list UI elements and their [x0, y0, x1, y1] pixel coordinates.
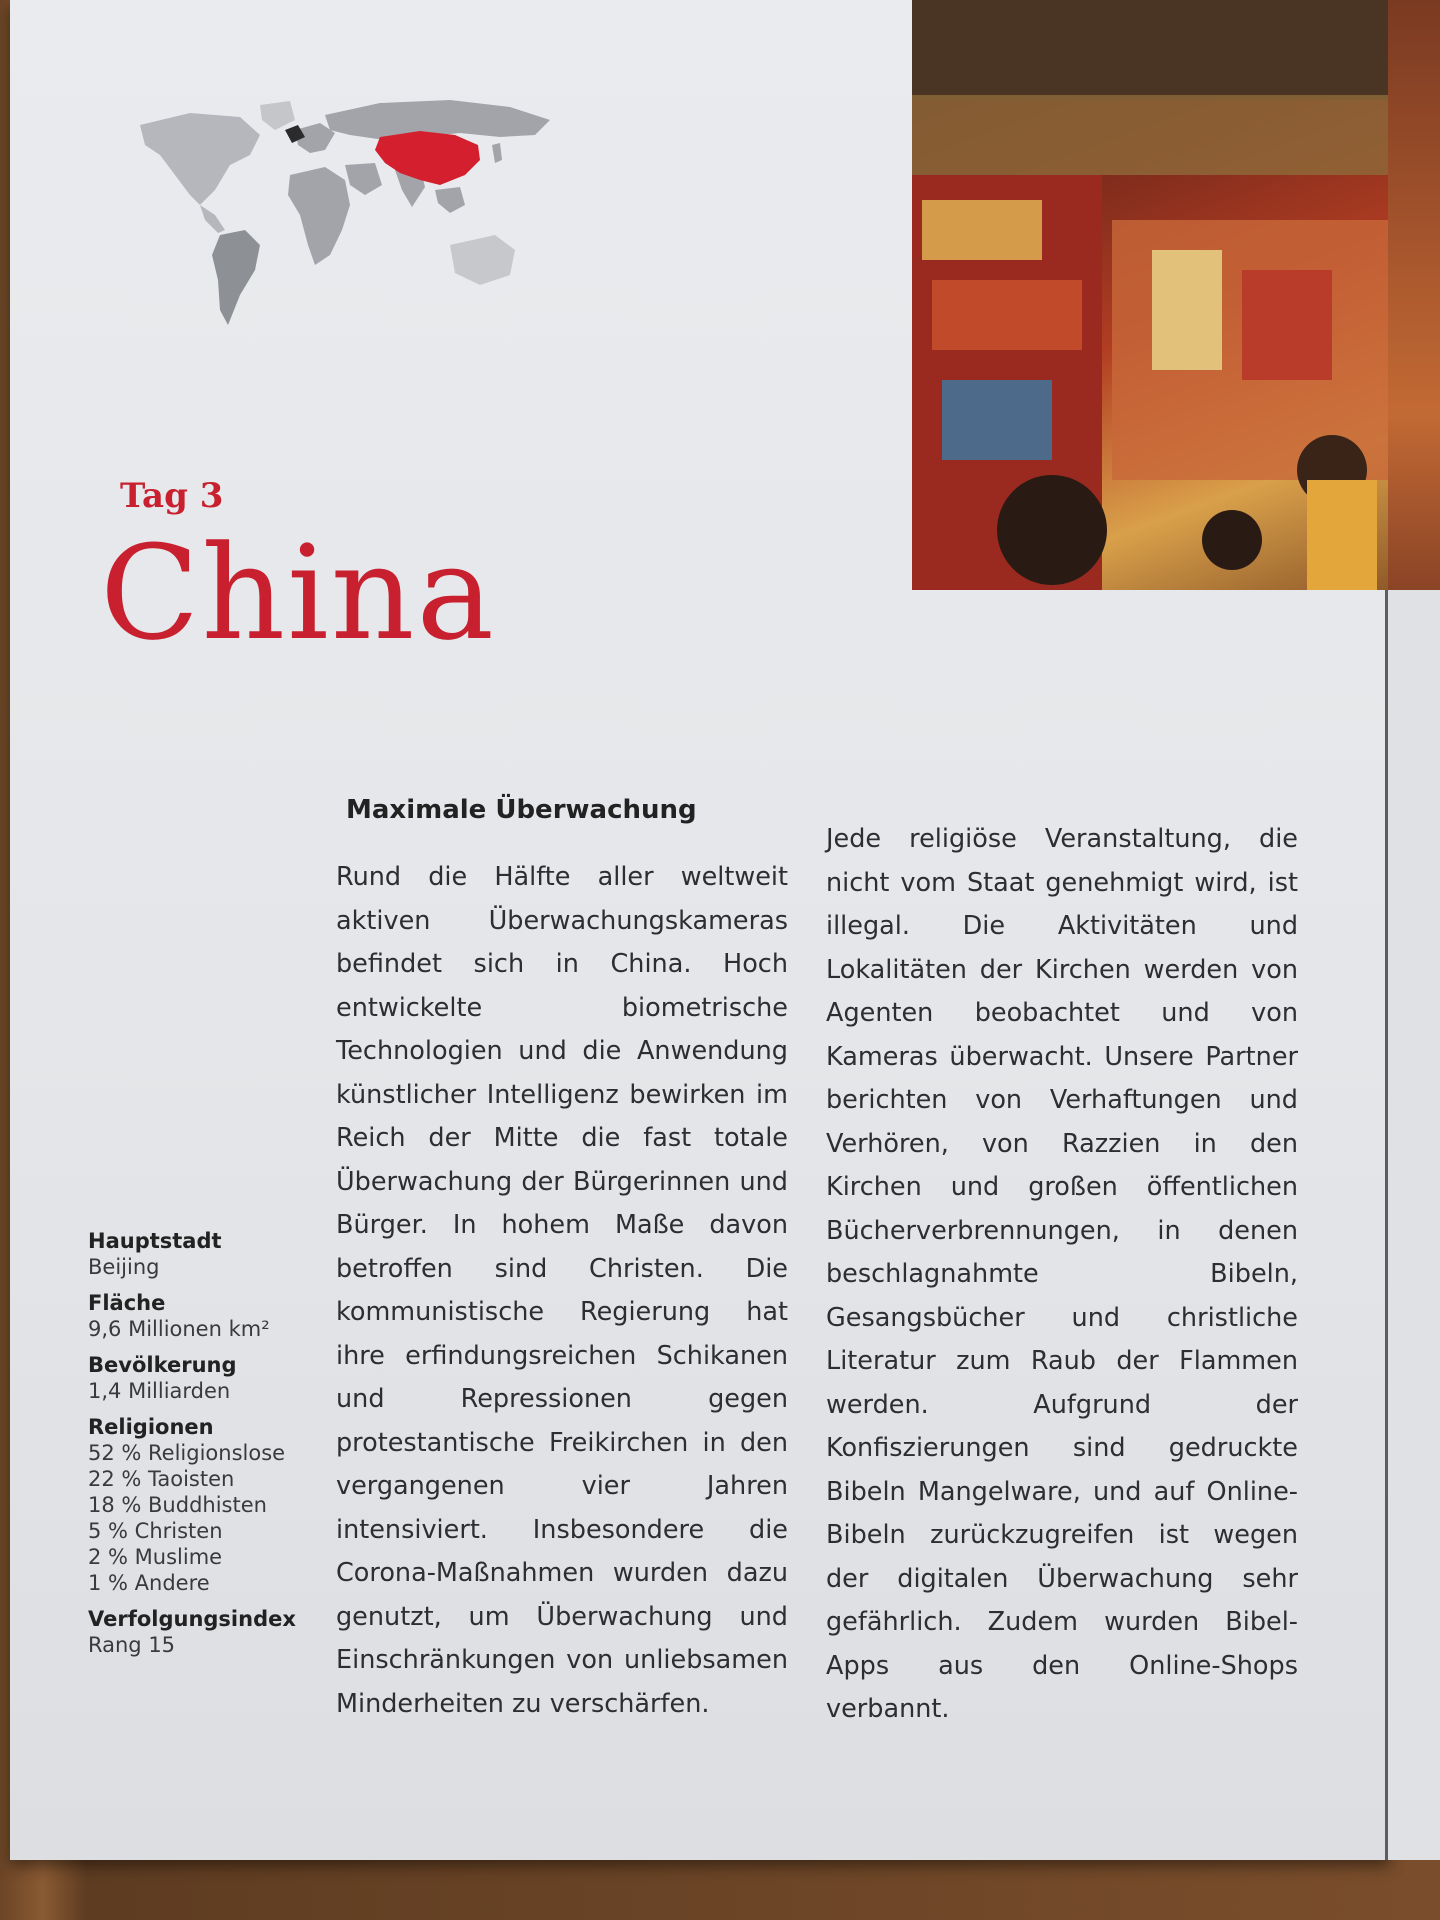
fact-persecution-index	[88, 1606, 308, 1658]
fact-label: Religionen	[88, 1415, 214, 1439]
list-item: 1 % Andere	[88, 1571, 210, 1595]
fact-religions	[88, 1414, 308, 1596]
list-item: 18 % Buddhisten	[88, 1493, 267, 1517]
country-facts	[88, 1228, 308, 1668]
fact-label: Fläche	[88, 1291, 166, 1315]
religion-list	[88, 1440, 308, 1596]
world-map	[120, 95, 580, 345]
page-title: China	[100, 517, 497, 669]
article-column-1: Rund die Hälfte aller weltweit aktiven Überwachungskameras befindet sich in China. Hoch entwickelte biometrische Technologien und die Anwendung künstlicher Intelligenz bewirken im Reich der Mitte die fast totale Überwachung der Bürgerinnen und Bürger. In hohem Maße davon betroffen sind Christen. Die kommunistische Regierung hat ihre erfindungsreichen Schikanen und Repressionen gegen protestantische Freikirchen in den vergangenen vier Jahren intensiviert. Insbesondere die Corona-Maßnahmen wurden dazu genutzt, um Überwachung und Einschränkungen von unliebsamen Minderheiten zu verschärfen.	[336, 862, 788, 1719]
fact-label: Bevölkerung	[88, 1353, 237, 1377]
fact-value: Beijing	[88, 1255, 160, 1279]
article-column-2: Jede religiöse Veranstaltung, die nicht vom Staat genehmigt wird, ist illegal. Die Aktivitäten und Lokalitäten der Kirchen werden von Agenten beobachtet und von Kameras überwacht. Unsere Partner berichten von Verhaftungen und Verhören, von Razzien in den Kirchen und großen öffentlichen Bücherverbrennungen, in denen beschlagnahmte Bibeln, Gesangsbücher und christliche Literatur zum Raub der Flammen werden. Aufgrund der Konfiszierungen sind gedruckte Bibeln Mangelware, und auf Online-Bibeln zurückzugreifen ist wegen der digitalen Überwachung sehr gefährlich. Zudem wurden Bibel-Apps aus den Online-Shops verbannt.	[826, 824, 1298, 1724]
list-item: 5 % Christen	[88, 1519, 223, 1543]
fact-population	[88, 1352, 308, 1404]
fact-area	[88, 1290, 308, 1342]
fact-label: Verfolgungsindex	[88, 1607, 296, 1631]
china-highlight	[375, 131, 480, 185]
next-page-photo	[1388, 0, 1440, 590]
list-item: 22 % Taoisten	[88, 1467, 235, 1491]
day-label: Tag 3	[120, 476, 224, 516]
fact-label: Hauptstadt	[88, 1229, 222, 1253]
fact-value: Rang 15	[88, 1633, 176, 1657]
section-heading: Maximale Überwachung	[346, 795, 697, 825]
fact-capital	[88, 1228, 308, 1280]
list-item: 2 % Muslime	[88, 1545, 223, 1569]
fact-value: 9,6 Millionen km²	[88, 1317, 270, 1341]
list-item: 52 % Religionslose	[88, 1441, 286, 1465]
market-photo	[912, 0, 1388, 590]
fact-value: 1,4 Milliarden	[88, 1379, 231, 1403]
